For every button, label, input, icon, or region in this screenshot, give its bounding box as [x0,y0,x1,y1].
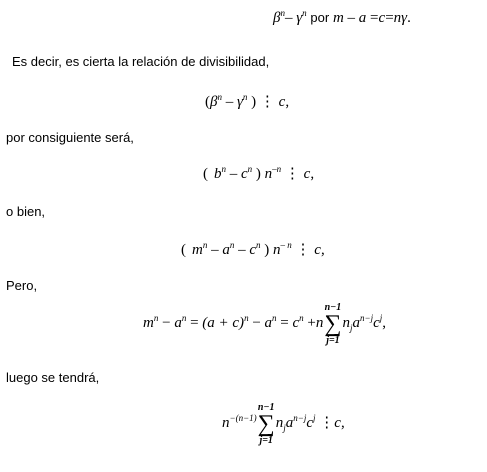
sum-upper-limit: n−1 [324,301,342,313]
var-a: a [174,315,182,331]
minus-sign: – [225,94,234,110]
paragraph-luego: luego se tendrá, [6,370,100,385]
close-paren: ) [264,242,270,258]
var-a: a [285,415,294,431]
var-m: m [332,10,344,26]
equation-1 [205,94,289,110]
var-c: c [306,415,314,431]
exponent: j [313,413,316,423]
exponent: n [242,92,248,102]
subscript: j [350,323,353,333]
minus-sign: – [211,242,219,258]
var-n: n [264,166,273,182]
sigma-icon: ∑ [257,410,275,437]
summation [258,402,275,446]
period: . [407,10,411,26]
equals: = [385,10,394,26]
var-n: n [275,415,284,431]
equation-line-1 [273,10,411,26]
divides-symbol: ⋮ [259,94,275,110]
var-c: c [303,166,311,182]
var-c: c [334,415,341,431]
paragraph-pero: Pero, [6,278,38,293]
var-c: c [241,166,248,182]
exponent: –n [272,164,282,174]
equals: = [370,10,379,26]
gamma-symbol: γ [236,94,243,110]
divides-symbol: ⋮ [295,242,311,258]
equation-5 [222,398,345,448]
sum-lower-limit: j=1 [326,334,340,346]
var-n: n [393,10,402,26]
exponent: n−j [360,313,374,323]
exponent: n [256,240,261,250]
minus-sign: – [284,10,293,26]
paragraph-es-decir: Es decir, es cierta la relación de divisibilidad, [12,54,270,69]
minus-sign: − [252,315,261,331]
exponent: n [244,313,249,323]
exponent: n [280,8,285,18]
var-c: c [249,242,257,258]
exponent: j [379,313,383,323]
exponent: n−j [293,413,307,423]
plus-sign: + [307,315,316,331]
exponent: n [181,313,187,323]
equation-3 [181,242,325,258]
exponent: n [272,313,277,323]
var-m: m [192,242,203,258]
beta-symbol: β [210,94,218,110]
gamma-symbol: γ [401,10,408,26]
paragraph-por-consiguiente: por consiguiente será, [6,130,134,145]
var-m: m [143,315,154,331]
gamma-symbol: γ [296,10,303,26]
comma: , [285,94,290,110]
exponent: n [302,8,307,18]
paragraph-o-bien: o bien, [6,204,46,219]
exponent: n [153,313,159,323]
var-c: c [278,94,286,110]
equation-4 [143,298,386,348]
exponent: – n [280,240,292,250]
exponent: n [247,164,253,174]
exponent: −(n−1) [229,413,257,423]
divides-symbol: ⋮ [319,415,335,431]
var-n: n [273,242,281,258]
var-a: a [358,10,367,26]
divides-symbol: ⋮ [284,166,300,182]
comma: , [340,415,345,431]
open-paren: ( [203,166,208,182]
comma: , [310,166,315,182]
minus-sign: – [238,242,246,258]
var-n: n [315,315,324,331]
minus-sign: – [229,166,238,182]
equals: = [190,315,199,331]
var-a: a [222,242,230,258]
exponent: n [299,313,304,323]
equation-2 [203,166,314,182]
sum-upper-limit: n−1 [257,401,275,413]
exponent: n [217,92,222,102]
sigma-icon: ∑ [324,310,342,337]
exponent: n [221,164,226,174]
close-paren: ) [251,94,257,110]
equals: = [280,315,289,331]
exponent: n [229,240,235,250]
beta-symbol: β [273,10,281,26]
var-a: a [352,315,361,331]
minus-sign: − [162,315,171,331]
binomial-term: (a + c) [202,315,245,331]
var-b: b [214,166,222,182]
comma: , [320,242,325,258]
var-n: n [342,315,350,331]
var-c: c [314,242,321,258]
close-paren: ) [255,166,261,182]
comma: , [382,315,387,331]
sum-lower-limit: j=1 [259,434,273,446]
summation [324,302,341,346]
dash: – [347,10,356,26]
var-c: c [378,10,386,26]
var-c: c [373,315,380,331]
open-paren: ( [181,242,186,258]
var-n: n [222,415,230,431]
var-c: c [292,315,300,331]
word-por: por [310,10,330,25]
exponent: n [202,240,208,250]
var-a: a [264,315,273,331]
subscript: j [283,423,286,433]
open-paren: ( [205,94,210,110]
